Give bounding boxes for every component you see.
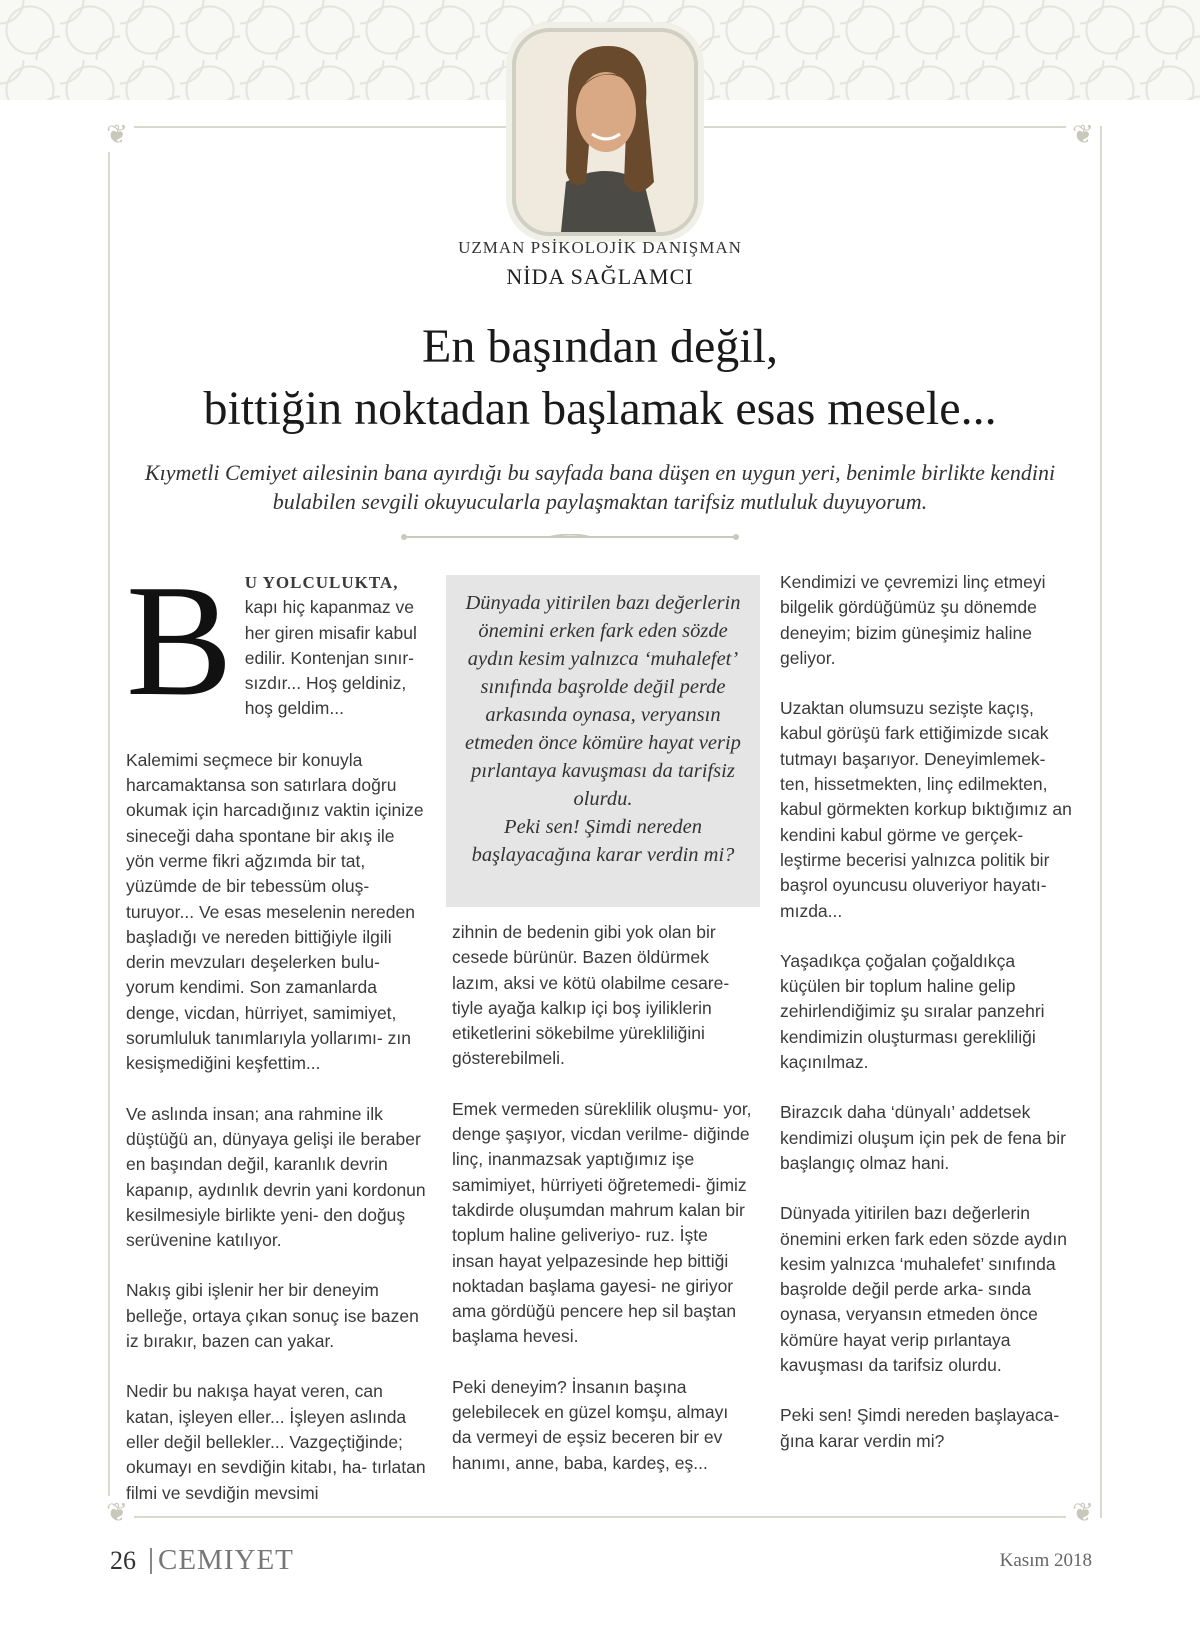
paragraph: Peki deneyim? İnsanın başına gelebilecek en güzel komşu, almayı da vermeyi de eşsiz beceren bir ev hanımı, anne, baba, kardeş, eş... [452,1376,729,1473]
title-line-2: bittiğin noktadan başlamak esas mesele... [203,382,997,435]
paragraph: Peki sen! Şimdi nereden başlayaca- ğına karar verdin mi? [780,1405,1060,1451]
paragraph: Kendimizi ve çevremizi linç etmeyi bilgelik gördüğümüz şu dönemde deneyim; bizim güneşimiz haline geliyor. [780,572,1046,668]
page-number: 26 [110,1546,136,1575]
pull-quote [446,575,760,907]
page-title [0,316,1200,440]
paragraph: Birazcık daha ‘dünyalı’ addetsek kendimizi oluşum için pek de fena bir başlangıç olmaz hani. [780,1102,1066,1173]
paragraph: Emek vermeden süreklilik oluşmu- yor, denge şaşıyor, vicdan verilme- diğinde linç, inanmazsak yaptığımız işe samimiyet, hürriyeti öğretemedi- ğimiz takdirde oluşumdan mahrum kalan bir toplum haline geliveriyo- ruz. İşte insan hayat yelpazesinde hep bittiği noktadan başlama gayesi- ne giriyor ama gördüğü pencere hep sil baştan başlama hevesi. [452,1098,752,1347]
issue-date: Kasım 2018 [999,1550,1092,1571]
ornament-top-left-icon: ❦ [100,118,134,152]
paragraph: Nakış gibi işlenir her bir deneyim belleğe, ortaya çıkan sonuç ise bazen iz bırakır, bazen can yakar. [126,1280,419,1352]
paragraph: Nedir bu nakışa hayat veren, can katan, işleyen eller... İşleyen aslında eller değil bellekler... Vazgeçtiğinde; okumayı en sevdiğin kitabı, ha- tırlatan filmi ve sevdiğin mevsimi [126,1381,426,1503]
magazine-name: CEMIYET [158,1544,294,1576]
author-name: NİDA SAĞLAMCI [506,264,694,289]
ornament-top-right-icon: ❦ [1066,118,1100,152]
pull-quote-text: Dünyada yitirilen bazı değerlerin önemini erken fark eden sözde aydın kesim yalnızca ‘muhalefet’ sınıfında başrolde değil perde arkasında oynasa, veryansın etmeden önce kömüre hayat verip pırlantaya kavuşması da tarifsiz olurdu. [465,592,741,810]
paragraph: Uzaktan olumsuzu sezişte kaçış, kabul görüşü fark ettiğimizde sıcak tutmayı başarıyor. Deneyimlemek- ten, hissetmekten, linç edilmekten, kabul görmekten korkup bıktığımız an kendini kabul görme ve gerçek- leştirme becerisi yalnızca politik bir başrol oyuncusu oluveriyor hayatı- mızda... [780,698,1072,921]
ornament-bottom-right-icon: ❦ [1066,1496,1100,1530]
column-2 [452,920,752,1501]
drop-cap: B [126,551,233,729]
pull-quote-closing: Peki sen! Şimdi nereden başlayacağına karar verdin mi? [471,816,735,866]
opening-text: kapı hiç kapanmaz ve her giren misafir kabul edilir. Kontenjan sınır- sızdır... Hoş geldiniz, hoş geldim... [244,597,417,719]
paragraph: Ve aslında insan; ana rahmine ilk düştüğü an, dünyaya gelişi ile beraber en başından değil, karanlık devrin kapanıp, aydınlık devrin yani kordonun kesilmesiyle birlikte yeni- den doğuş serüvenine katılıyor. [126,1103,426,1251]
author-role: UZMAN PSİKOLOJİK DANIŞMAN [458,238,742,257]
intro-paragraph: Kıymetli Cemiyet ailesinin bana ayırdığı bu sayfada bana düşen en uygun yeri, benimle birlikte kendini bulabilen sevgili okuyucularla paylaşmaktan tarifsiz mutluluk duyuyorum. [144,460,1056,514]
author-photo [516,32,694,232]
title-line-1: En başından değil, [422,320,778,373]
paragraph: Kalemimi seçmece bir konuyla harcamaktansa son satırlara doğru okumak için harcadığınız vaktin içinize sineceği daha spontane bir akış ile yön verme fikri ağzımda bir tat, yüzümde de bir tebessüm oluş- turuyor... Ve esas meselenin nereden başladığı ve nereden bittiğiyle ilgili derin mevzuları deşelerken bulu- yorum kendimi. Son zamanlarda denge, vicdan, hürriyet, samimiyet, sorumluluk tanımlarıyla yollarımı- zın kesişmediğini keşfettim... [126,749,424,1074]
ornamental-divider [400,534,740,540]
author-portrait [512,28,698,236]
column-3 [780,570,1076,1479]
paragraph: Yaşadıkça çoğalan çoğaldıkça küçülen bir toplum haline gelip zehirlendiğimiz şu sıralar panzehri kendimizin oluşturması gerekliliği kaçınılmaz. [780,950,1045,1073]
column-1 [126,551,426,1531]
footer-separator [150,1548,152,1574]
lead-in: U YOLCULUKTA, [244,573,399,592]
paragraph: zihnin de bedenin gibi yok olan bir cesede bürünür. Bazen öldürmek lazım, aksi ve kötü olabilme cesare- tiyle ayağa kalkıp içi boş iyiliklerin etiketlerini sökebilme yürekliliğini gösterebilmeli. [452,922,730,1069]
ornament-bottom-left-icon: ❦ [100,1496,134,1530]
paragraph: Dünyada yitirilen bazı değerlerin önemini erken fark eden sözde aydın kesim yalnızca ‘muhalefet’ sınıfında başrolde değil perde arka- sında oynasa, veryansın etmeden önce kömüre hayat verip pırlantaya kavuşması da tarifsiz olurdu. [780,1203,1067,1376]
